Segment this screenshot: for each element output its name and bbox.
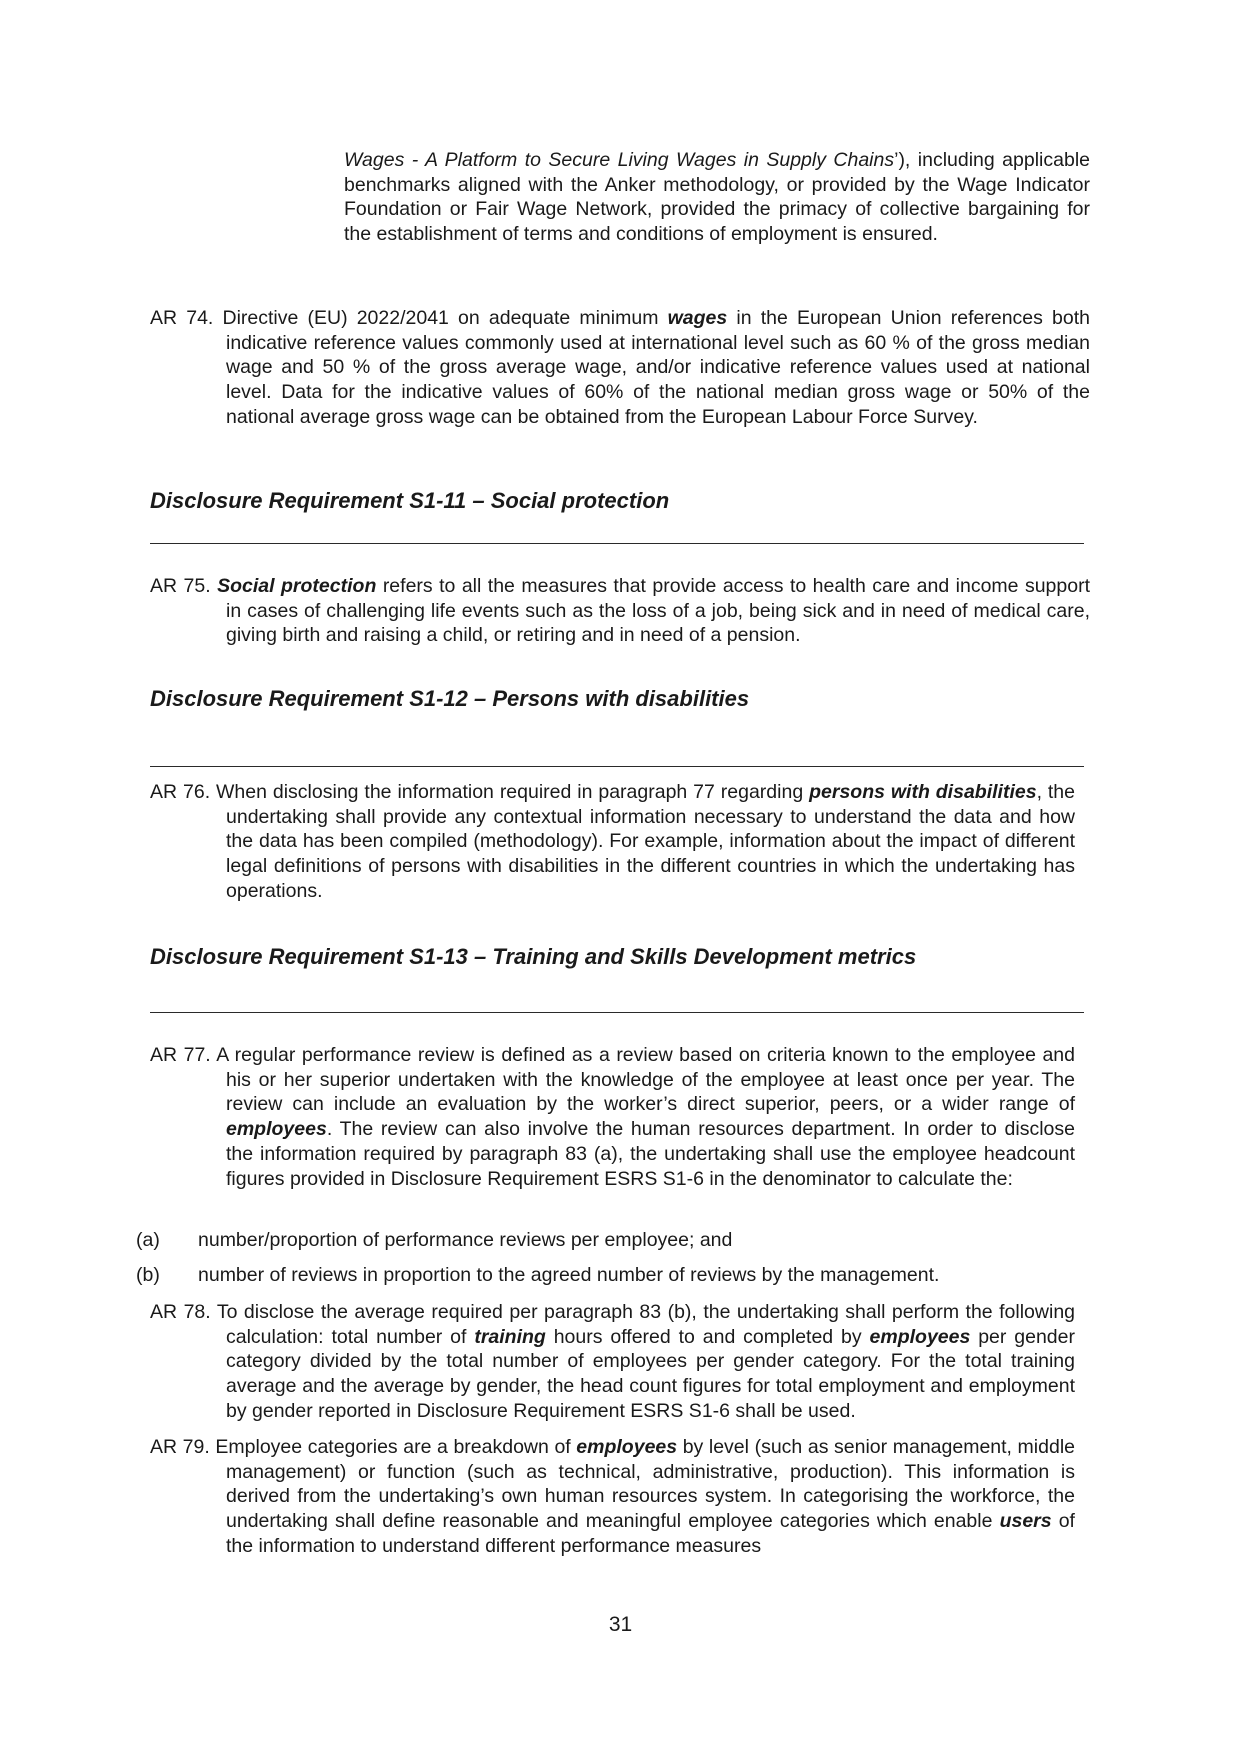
heading-rule: [150, 543, 1084, 544]
ar78-text-1: To disclose the average required per paragraph 83 (b), the undertaking shall perform the following calculation: total number of: [216, 1301, 1076, 1348]
ar79-emphasis-2: users: [999, 1510, 1052, 1533]
heading-rule: [150, 766, 1084, 767]
ar79-label: AR 79.: [150, 1436, 210, 1458]
continuation-paragraph: [344, 148, 1090, 247]
paragraph-ar78: [150, 1300, 1075, 1424]
list-item-text: number/proportion of performance reviews per employee; and: [198, 1229, 733, 1251]
ar79-text-2: by level (such as senior management, middle management) or function (such as technical, administrative, production). This information is derived from the undertaking’s own human resources system. In categorising the workforce, the undertaking shall define reasonable and meaningful employee categories which enable: [226, 1436, 1075, 1533]
ar77-text-2: . The review can also involve the human resources department. In order to disclose the information required by paragraph 83 (a), the undertaking shall use the employee headcount figures provided in Disclosure Requirement ESRS S1-6 in the denominator to calculate the:: [226, 1118, 1075, 1190]
heading-s1-12: Disclosure Requirement S1-12 – Persons with disabilities: [150, 686, 750, 711]
ar78-text-2: hours offered to and completed by: [545, 1325, 870, 1348]
ar76-text-1: When disclosing the information required in paragraph 77 regarding: [216, 781, 810, 803]
paragraph-ar77: [150, 1043, 1075, 1191]
ar74-label: AR 74.: [150, 307, 214, 329]
ar75-text: refers to all the measures that provide access to health care and income support in cases of challenging life events such as the loss of a job, being sick and in need of medical care, giving birth and raising a child, or retiring and in need of a pension.: [226, 575, 1090, 647]
ar78-text-3: per gender category divided by the total number of employees per gender category. For the total training average and the average by gender, the head count figures for total employment and employment by gender reported in Disclosure Requirement ESRS S1-6 shall be used.: [226, 1325, 1075, 1422]
list-item-marker: (b): [136, 1264, 160, 1286]
heading-s1-11: Disclosure Requirement S1-11 – Social protection: [150, 488, 670, 513]
paragraph-ar76: [150, 780, 1075, 904]
ar76-label: AR 76.: [150, 781, 211, 803]
list-item-marker: (a): [136, 1229, 160, 1251]
ar74-emphasis: wages: [667, 307, 728, 329]
ar77-label: AR 77.: [150, 1044, 211, 1066]
heading-rule: [150, 1012, 1084, 1013]
paragraph-ar79: [150, 1435, 1075, 1559]
ar76-emphasis: persons with disabilities: [809, 781, 1037, 803]
paragraph-ar74: [150, 306, 1090, 430]
ar77-text-1: A regular performance review is defined as a review based on criteria known to the employee and his or her superior undertaken with the knowledge of the employee at least once per year. The review can include an evaluation by the worker’s direct superior, peers, or a wider range of: [216, 1044, 1075, 1116]
ar78-label: AR 78.: [150, 1301, 211, 1323]
continuation-text: ’), including applicable benchmarks aligned with the Anker methodology, or provided by the Wage Indicator Foundation or Fair Wage Network, provided the primacy of collective bargaining for the establishment of terms and conditions of employment is ensured.: [344, 149, 1090, 246]
page-number: 31: [608, 1613, 633, 1636]
paragraph-ar75: [150, 574, 1090, 648]
ar79-text-1: Employee categories are a breakdown of: [215, 1436, 577, 1458]
ar77-emphasis: employees: [226, 1118, 327, 1141]
ar76-text-2: , the undertaking shall provide any contextual information necessary to understand the data and how the data has been compiled (methodology). For example, information about the impact of different legal definitions of persons with disabilities in the different countries in which the undertaking has operations.: [226, 781, 1076, 902]
ar75-label: AR 75.: [150, 575, 211, 597]
ar75-emphasis: Social protection: [217, 575, 377, 597]
ar78-emphasis-1: training: [474, 1325, 546, 1348]
list-item-text: number of reviews in proportion to the agreed number of reviews by the management.: [198, 1264, 940, 1286]
ar79-emphasis-1: employees: [576, 1436, 678, 1458]
ar74-text-1: Directive (EU) 2022/2041 on adequate minimum: [222, 307, 668, 329]
ar79-text-3: of the information to understand different performance measures: [226, 1510, 1075, 1557]
ar78-emphasis-2: employees: [869, 1325, 971, 1348]
ar74-text-2: in the European Union references both indicative reference values commonly used at international level such as 60 % of the gross median wage and 50 % of the gross average wage, and/or indicative reference values used at national level. Data for the indicative values of 60% of the national median gross wage or 50% of the national average gross wage can be obtained from the European Labour Force Survey.: [226, 307, 1090, 428]
heading-s1-13: Disclosure Requirement S1-13 – Training and Skills Development metrics: [150, 944, 917, 969]
continuation-italic-title: Wages - A Platform to Secure Living Wages in Supply Chains: [344, 149, 895, 171]
